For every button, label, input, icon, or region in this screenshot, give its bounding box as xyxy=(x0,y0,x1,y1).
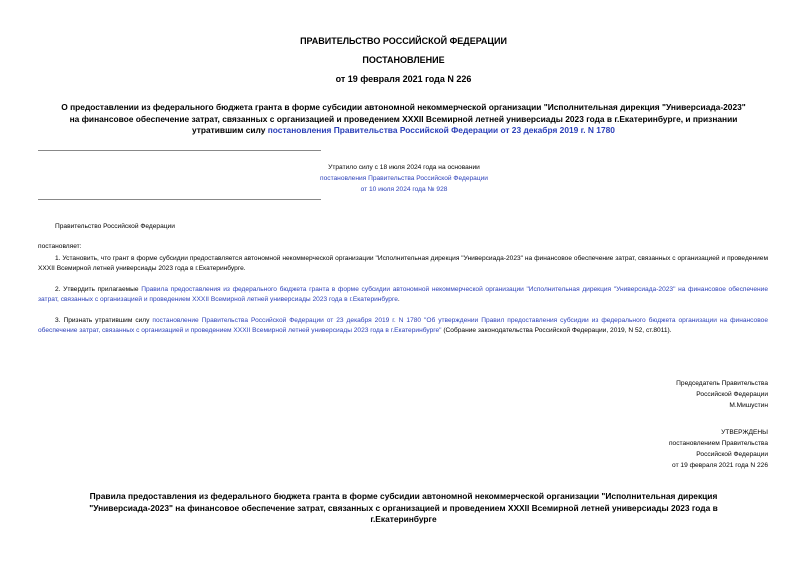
paragraph-2-prefix: 2. Утвердить прилагаемые xyxy=(55,286,142,293)
divider-bottom xyxy=(38,199,321,200)
document-title xyxy=(20,102,787,137)
approval-line-3: Российской Федерации xyxy=(696,451,768,458)
status-note-text: Утратило силу с 18 июля 2024 года на основании xyxy=(328,164,480,171)
document-date-number: от 19 февраля 2021 года N 226 xyxy=(335,74,472,84)
paragraph-2-suffix: . xyxy=(397,296,400,303)
signature-title: Председатель Правительства xyxy=(676,380,768,387)
title-line-2: на финансовое обеспечение затрат, связанных с организацией и проведением XXXII Всемирной летней универсиады 2023 года в г.Екатеринбурге, и признании xyxy=(69,113,738,124)
resolves-label: постановляет: xyxy=(38,243,82,250)
paragraph-3-suffix: (Собрание законодательства Российской Федерации, 2019, N 52, ст.8011). xyxy=(441,327,672,334)
rules-title-line-1: Правила предоставления из федерального бюджета гранта в форме субсидии автономной некоммерческой организации "Исполнительная дирекция xyxy=(89,491,718,501)
approval-line-2: постановлением Правительства xyxy=(668,440,768,447)
rules-title-line-2: "Универсиада-2023" на финансовое обеспечение затрат, связанных с организацией и проведением XXXII Всемирной летней универсиады 2023 года в xyxy=(89,502,718,513)
approval-line-4: от 19 февраля 2021 года N 226 xyxy=(672,462,768,469)
title-line-3 xyxy=(20,125,787,137)
status-note-link-2[interactable]: от 10 июля 2024 года № 928 xyxy=(360,186,448,193)
paragraph-2 xyxy=(38,285,768,305)
approval-heading: УТВЕРЖДЕНЫ xyxy=(721,429,768,436)
approval-block xyxy=(500,427,768,471)
document-type: ПОСТАНОВЛЕНИЕ xyxy=(362,55,445,65)
status-note xyxy=(230,162,578,195)
paragraph-3-prefix: 3. Признать утратившим силу xyxy=(55,317,153,324)
title-line-1: О предоставлении из федерального бюджета гранта в форме субсидии автономной некоммерческой организации "Исполнительная дирекция "Универсиада-2023" xyxy=(61,102,746,112)
signature-name: М.Мишустин xyxy=(729,402,768,409)
government-label: Правительство Российской Федерации xyxy=(55,223,175,230)
title-line-3-text: утратившим силу xyxy=(192,125,268,135)
rules-title-line-3: г.Екатеринбурге xyxy=(370,514,437,524)
divider-top xyxy=(38,150,321,151)
signature-block xyxy=(500,378,768,411)
repealed-resolution-link[interactable]: постановления Правительства Российской Федерации от 23 декабря 2019 г. N 1780 xyxy=(267,125,615,135)
resolution-1780-link[interactable]: постановление Правительства Российской Федерации от 23 декабря 2019 г. N 1780 "Об утверждении Правил предоставления субсидии из федерального бюджета организации на финансовое обеспечение затрат, связанных с организацией и проведением XXXII Всемирной летней универсиады 2023 года в г.Екатеринбурге" xyxy=(38,317,768,334)
paragraph-3 xyxy=(38,316,768,336)
status-note-link-1[interactable]: постановления Правительства Российской Федерации xyxy=(320,175,488,182)
government-heading: ПРАВИТЕЛЬСТВО РОССИЙСКОЙ ФЕДЕРАЦИИ xyxy=(300,36,507,46)
paragraph-1: 1. Установить, что грант в форме субсидии предоставляется автономной некоммерческой организации "Исполнительная дирекция "Универсиада-2023" на финансовое обеспечение затрат, связанных с организацией и проведением XXXII Всемирной летней универсиады 2023 года в г.Екатеринбурге. xyxy=(38,255,768,272)
signature-org: Российской Федерации xyxy=(696,391,768,398)
approved-rules-link[interactable]: Правила предоставления из федерального бюджета гранта в форме субсидии автономной некоммерческой организации "Исполнительная дирекция "Универсиада-2023" на финансовое обеспечение затрат, связанных с организацией и проведением XXXII Всемирной летней универсиады 2023 года в г.Екатеринбурге xyxy=(38,286,768,303)
rules-title xyxy=(20,491,787,526)
